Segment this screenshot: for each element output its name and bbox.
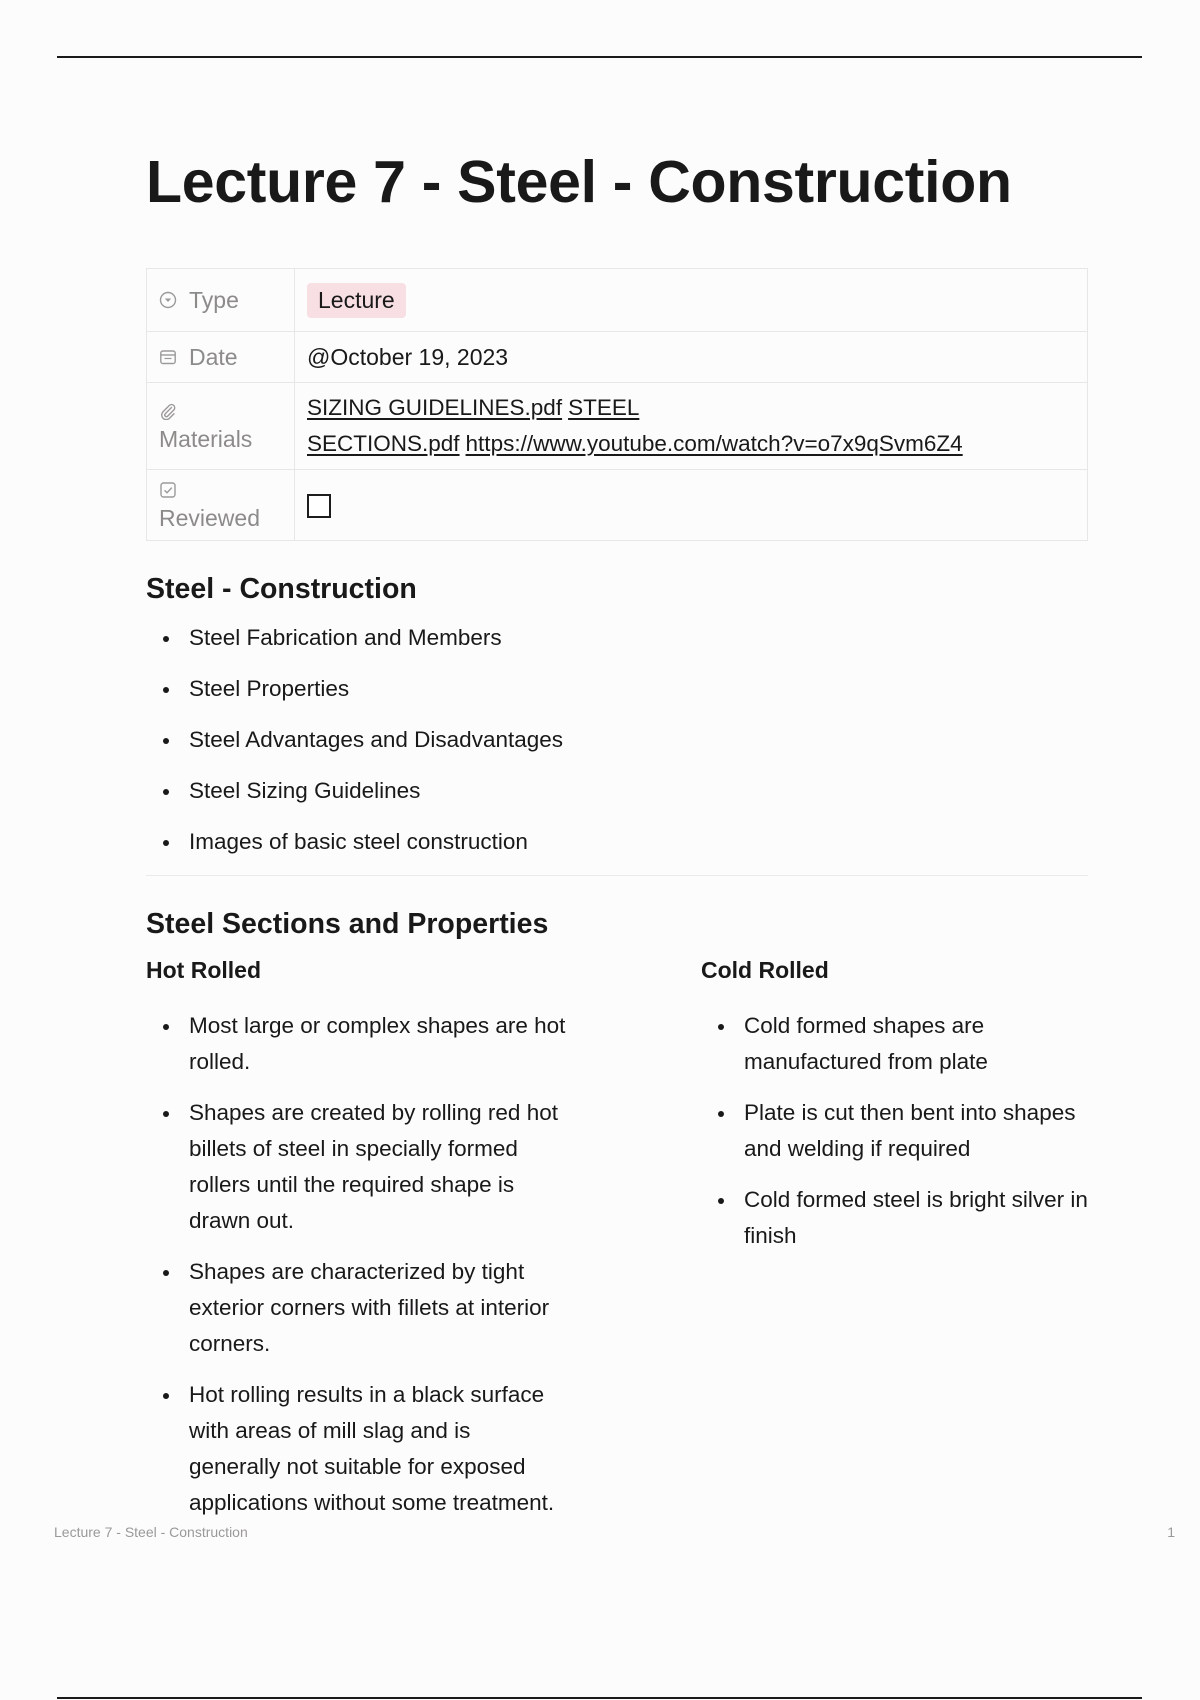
list-item: Cold formed steel is bright silver in finish (701, 1182, 1096, 1254)
list-item: Steel Properties (146, 671, 563, 707)
property-key-type (147, 269, 295, 332)
list-item: Cold formed shapes are manufactured from plate (701, 1008, 1096, 1080)
property-label-date: Date (189, 343, 238, 370)
topics-list (146, 620, 563, 875)
bottom-rule (57, 1697, 1142, 1699)
property-label-materials: Materials (159, 426, 253, 452)
footer-page-number: 1 (1167, 1524, 1175, 1540)
dropdown-circle-icon (159, 291, 177, 309)
section-heading-steel-construction: Steel - Construction (146, 573, 417, 605)
property-value-reviewed (295, 470, 1088, 541)
calendar-icon (159, 348, 177, 366)
cold-rolled-list (701, 1008, 1096, 1254)
top-rule (57, 56, 1142, 58)
paperclip-icon (159, 402, 177, 420)
section-divider (146, 875, 1088, 876)
property-label-type: Type (189, 286, 239, 313)
list-item: Steel Advantages and Disadvantages (146, 722, 563, 758)
property-label-reviewed: Reviewed (159, 505, 260, 531)
list-item: Plate is cut then bent into shapes and welding if required (701, 1095, 1096, 1167)
list-item: Steel Sizing Guidelines (146, 773, 563, 809)
property-key-materials (147, 383, 295, 470)
property-row-type (147, 269, 1088, 332)
properties-table (146, 268, 1088, 541)
property-value-materials (295, 383, 1088, 470)
type-tag[interactable]: Lecture (307, 283, 406, 318)
list-item: Hot rolling results in a black surface with areas of mill slag and is generally not suitable for exposed applications without some treatment. (146, 1377, 566, 1521)
property-key-reviewed (147, 470, 295, 541)
material-link-steel-sections[interactable]: STEEL SECTIONS.pdf (307, 395, 640, 456)
property-value-date[interactable]: @October 19, 2023 (295, 332, 1088, 383)
material-link-youtube[interactable]: https://www.youtube.com/watch?v=o7x9qSvm6Z4 (465, 431, 963, 456)
list-item: Steel Fabrication and Members (146, 620, 563, 656)
hot-rolled-list (146, 1008, 566, 1521)
cold-rolled-column (701, 957, 1096, 1269)
hot-rolled-heading: Hot Rolled (146, 957, 261, 983)
list-item: Most large or complex shapes are hot rolled. (146, 1008, 566, 1080)
page-title: Lecture 7 - Steel - Construction (146, 149, 1012, 215)
property-key-date (147, 332, 295, 383)
reviewed-checkbox[interactable] (307, 494, 331, 518)
list-item: Shapes are characterized by tight exterior corners with fillets at interior corners. (146, 1254, 566, 1362)
property-row-date (147, 332, 1088, 383)
hot-rolled-column (146, 957, 566, 1536)
list-item: Shapes are created by rolling red hot billets of steel in specially formed rollers until the required shape is drawn out. (146, 1095, 566, 1239)
section-heading-steel-sections: Steel Sections and Properties (146, 908, 549, 940)
footer-title: Lecture 7 - Steel - Construction (54, 1524, 248, 1540)
property-row-reviewed (147, 470, 1088, 541)
cold-rolled-heading: Cold Rolled (701, 957, 829, 983)
property-row-materials (147, 383, 1088, 470)
material-link-sizing-guidelines[interactable]: SIZING GUIDELINES.pdf (307, 395, 563, 420)
checkbox-icon (159, 481, 177, 499)
property-value-type[interactable] (295, 269, 1088, 332)
list-item: Images of basic steel construction (146, 824, 563, 860)
